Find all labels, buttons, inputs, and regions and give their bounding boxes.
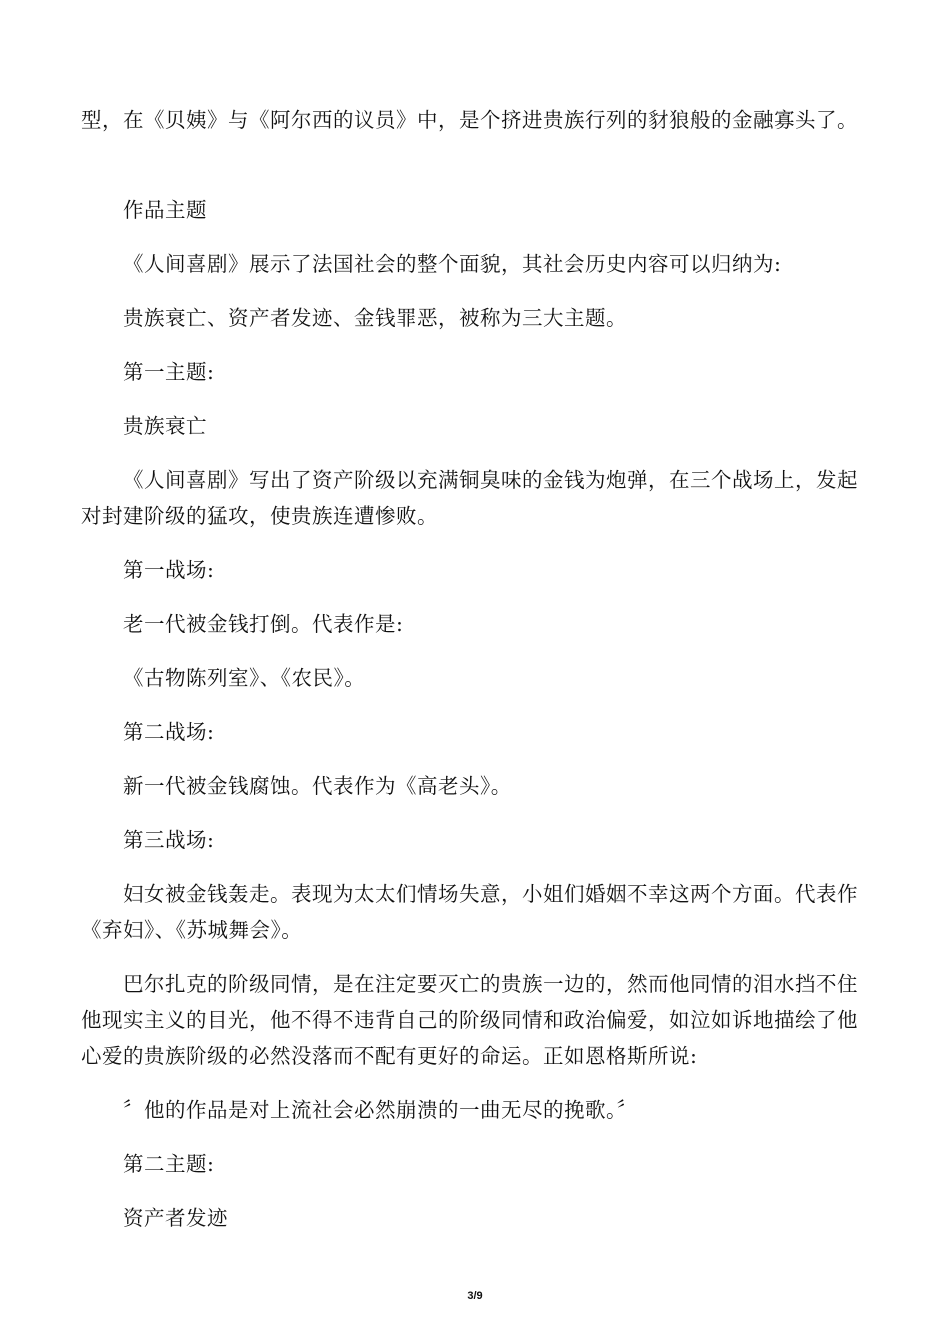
paragraph-old-generation: 老一代被金钱打倒。代表作是: — [123, 612, 404, 636]
heading-first-battlefield: 第一战场: — [123, 558, 215, 582]
paragraph-balzac-sympathy: 巴尔扎克的阶级同情，是在注定要灭亡的贵族一边的，然而他同情的泪水挡不住他现实主义的目光，他不得不违背自己的阶级同情和政治偏爱，如泣如诉地描绘了他心爱的贵族阶级的必然没落而不配有更好的命运。正如恩格斯所说: — [81, 972, 858, 1068]
paragraph-three-battlefields: 《人间喜剧》写出了资产阶级以充满铜臭味的金钱为炮弹，在三个战场上，发起对封建阶级的猛攻，使贵族连遭惨败。 — [81, 468, 858, 528]
paragraph-intro: 《人间喜剧》展示了法国社会的整个面貌，其社会历史内容可以归纳为: — [123, 252, 782, 276]
heading-second-theme: 第二主题: — [123, 1152, 215, 1176]
paragraph-three-themes: 贵族衰亡、资产者发迹、金钱罪恶，被称为三大主题。 — [123, 306, 627, 330]
page-number: 3/9 — [467, 1290, 483, 1302]
heading-third-battlefield: 第三战场: — [123, 828, 215, 852]
paragraph-women: 妇女被金钱轰走。表现为太太们情场失意，小姐们婚姻不幸这两个方面。代表作《弃妇》、《苏城舞会》。 — [81, 882, 858, 942]
heading-work-theme: 作品主题 — [123, 198, 207, 222]
heading-bourgeois-rise: 资产者发迹 — [123, 1206, 228, 1230]
heading-second-battlefield: 第二战场: — [123, 720, 215, 744]
paragraph-works-list-1: 《古物陈列室》、《农民》。 — [123, 666, 366, 690]
paragraph-continuation: 型，在《贝姨》与《阿尔西的议员》中，是个挤进贵族行列的豺狼般的金融寡头了。 — [81, 108, 858, 132]
heading-first-theme: 第一主题: — [123, 360, 215, 384]
paragraph-new-generation: 新一代被金钱腐蚀。代表作为《高老头》。 — [123, 774, 512, 798]
paragraph-engels-quote: 〞他的作品是对上流社会必然崩溃的一曲无尽的挽歌。〞 — [123, 1098, 638, 1122]
heading-aristocracy-decline: 贵族衰亡 — [123, 414, 207, 438]
